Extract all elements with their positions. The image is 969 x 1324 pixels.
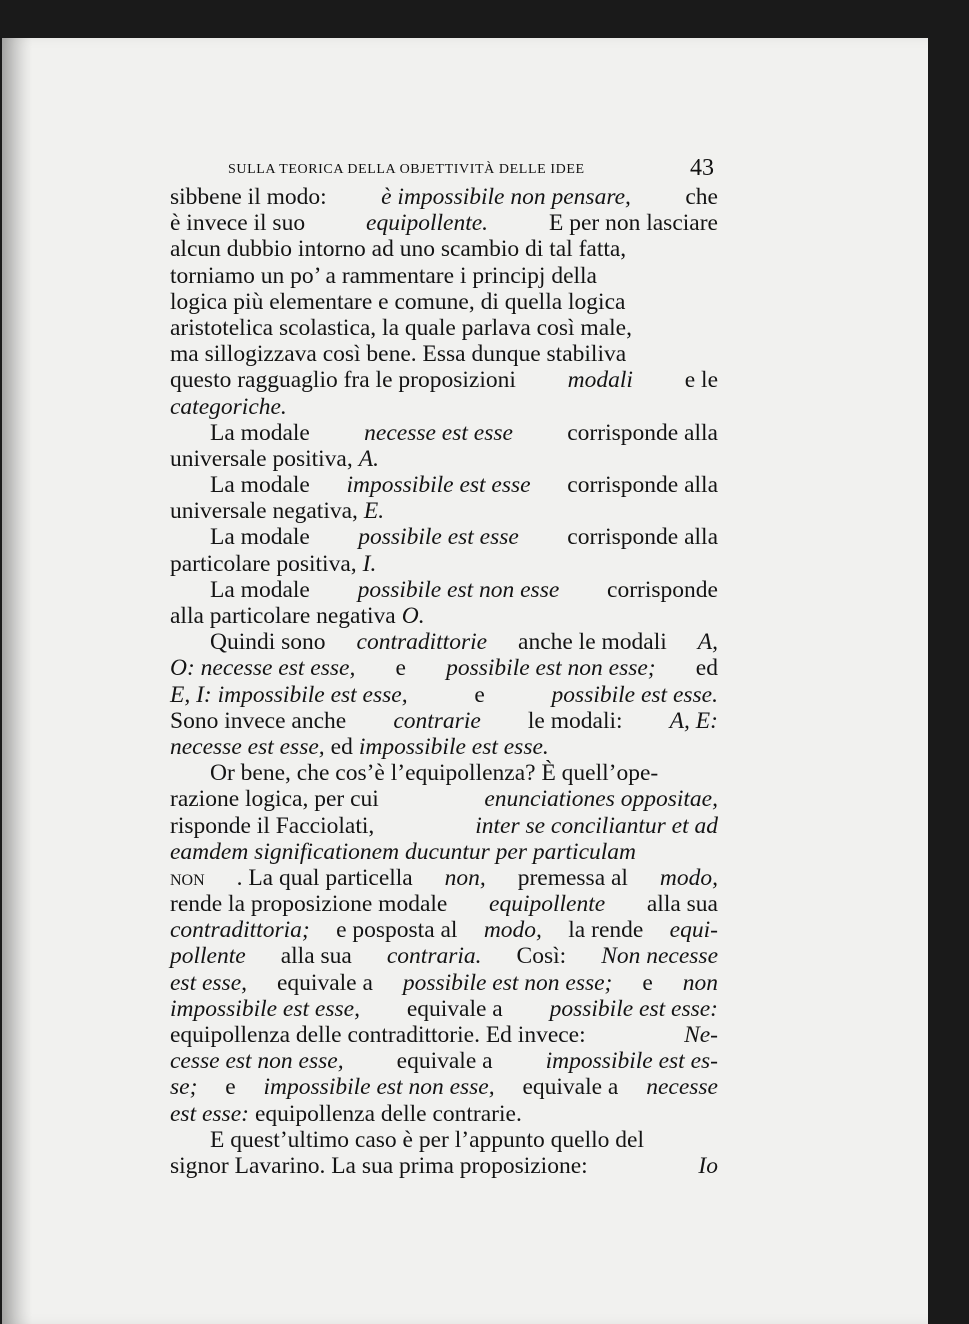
text-line xyxy=(170,970,718,996)
text-segment: equipollenza delle contradittorie. Ed invece: xyxy=(170,1022,586,1048)
text-line xyxy=(170,708,718,734)
text-segment: corrisponde xyxy=(607,576,718,603)
text-segment: E quest’ultimo caso è per l’appunto quello del xyxy=(210,1126,644,1153)
text-segment: sibbene il modo: xyxy=(170,184,327,210)
text-segment: Quindi sono xyxy=(210,629,326,656)
book-page xyxy=(2,38,928,1324)
italic-text: est esse: xyxy=(170,1100,249,1127)
text-line xyxy=(170,865,718,891)
text-line xyxy=(170,839,718,865)
italic-text: contrarie xyxy=(393,707,481,734)
text-line xyxy=(170,734,718,760)
text-segment: risponde il Facciolati, xyxy=(170,812,375,839)
text-segment: aristotelica scolastica, la quale parlava così male, xyxy=(170,314,632,341)
text-segment: La modale xyxy=(210,472,310,499)
text-segment: e le xyxy=(684,367,718,394)
italic-text: categoriche. xyxy=(170,393,287,420)
text-segment: che xyxy=(685,184,718,210)
text-segment: torniamo un po’ a rammentare i principj della xyxy=(170,262,597,289)
page-header xyxy=(228,155,714,185)
text-line xyxy=(170,498,718,524)
text-segment: ed xyxy=(330,733,353,760)
text-segment: equipollenza delle contrarie. xyxy=(254,1100,522,1127)
text-line xyxy=(170,996,718,1022)
italic-text: A, xyxy=(697,629,718,656)
text-segment: La modale xyxy=(210,419,310,446)
text-line xyxy=(170,629,718,655)
italic-text: possibile est non esse; xyxy=(446,655,656,682)
text-segment: e xyxy=(225,1074,236,1101)
italic-text: possibile est esse xyxy=(358,524,519,551)
italic-text: impossibile est esse, xyxy=(170,995,360,1022)
text-segment: e xyxy=(474,681,485,708)
text-segment: universale negativa, xyxy=(170,498,358,525)
text-segment: corrisponde alla xyxy=(567,472,718,499)
text-line xyxy=(170,1022,718,1048)
text-segment: Or bene, che cos’è l’equipollenza? È quell’ope- xyxy=(210,760,659,787)
text-segment: questo ragguaglio fra le proposizioni xyxy=(170,367,516,394)
text-line xyxy=(170,367,718,393)
italic-text: I. xyxy=(362,550,377,577)
text-segment: è invece il suo xyxy=(170,210,306,237)
text-line xyxy=(170,917,718,943)
text-segment: anche le modali xyxy=(518,629,667,656)
text-line xyxy=(170,1127,718,1153)
italic-text: equipollente xyxy=(489,891,606,918)
italic-text: impossibile est es- xyxy=(545,1048,718,1075)
text-line xyxy=(170,420,718,446)
text-segment: ma sillogizzava così bene. Essa dunque stabiliva xyxy=(170,341,627,368)
text-segment: premessa al xyxy=(517,864,628,891)
text-segment: corrisponde alla xyxy=(567,524,718,551)
text-line xyxy=(170,760,718,786)
italic-text: enunciationes oppositae, xyxy=(484,786,718,813)
text-line xyxy=(170,184,718,210)
italic-text: necesse xyxy=(646,1074,718,1101)
italic-text: necesse est esse xyxy=(364,419,513,446)
italic-text: est esse, xyxy=(170,969,248,996)
text-line xyxy=(170,236,718,262)
text-segment: corrisponde alla xyxy=(567,419,718,446)
italic-text: A. xyxy=(358,445,379,472)
italic-text: E, I: impossibile est esse, xyxy=(170,681,408,708)
text-line xyxy=(170,210,718,236)
text-line xyxy=(170,786,718,812)
italic-text: possibile est non esse xyxy=(357,576,560,603)
text-segment: E per non lasciare xyxy=(548,210,718,237)
text-segment: La modale xyxy=(210,524,310,551)
text-line xyxy=(170,577,718,603)
body-text xyxy=(170,184,718,1179)
text-segment: signor Lavarino. La sua prima proposizione: xyxy=(170,1152,588,1179)
text-line xyxy=(170,1048,718,1074)
text-line xyxy=(170,315,718,341)
text-line xyxy=(170,289,718,315)
text-line xyxy=(170,603,718,629)
italic-text: se; xyxy=(170,1074,198,1101)
italic-text: necesse est esse, xyxy=(170,733,325,760)
text-line xyxy=(170,891,718,917)
text-line xyxy=(170,341,718,367)
text-line xyxy=(170,524,718,550)
italic-text: possibile est esse. xyxy=(551,681,718,708)
running-head: SULLA TEORICA DELLA OBJETTIVITÀ DELLE IDEE xyxy=(228,162,585,177)
italic-text: non xyxy=(682,969,718,996)
text-segment: Così: xyxy=(516,943,567,970)
text-line xyxy=(170,682,718,708)
italic-text: impossibile est esse. xyxy=(358,733,549,760)
text-segment: le modali: xyxy=(527,707,623,734)
italic-text: A, E: xyxy=(669,707,718,734)
text-segment: ed xyxy=(695,655,718,682)
text-segment: equivale a xyxy=(276,969,373,996)
italic-text: possibile est non esse; xyxy=(402,969,613,996)
text-line xyxy=(170,1153,718,1179)
italic-text: impossibile est non esse, xyxy=(263,1074,495,1101)
italic-text: inter se conciliantur et ad xyxy=(475,812,718,839)
text-segment: equivale a xyxy=(522,1074,619,1101)
text-line xyxy=(170,263,718,289)
italic-text: O: necesse est esse, xyxy=(170,655,356,682)
italic-text: modo, xyxy=(483,917,542,944)
text-segment: rende la proposizione modale xyxy=(170,891,448,918)
text-line xyxy=(170,1101,718,1127)
text-segment: alla particolare negativa xyxy=(170,603,396,629)
italic-text: equi- xyxy=(669,917,718,944)
text-segment: la rende xyxy=(568,917,644,944)
text-line xyxy=(170,551,718,577)
italic-text: pollente xyxy=(170,943,246,970)
text-segment: particolare positiva, xyxy=(170,550,357,577)
italic-text: modo, xyxy=(659,864,718,891)
text-line xyxy=(170,472,718,498)
text-segment: logica più elementare e comune, di quella logica xyxy=(170,288,626,315)
text-segment: alcun dubbio intorno ad uno scambio di tal fatta, xyxy=(170,236,627,263)
italic-text: è impossibile non pensare, xyxy=(381,184,631,210)
italic-text: Non necesse xyxy=(601,943,718,970)
italic-text: possibile est esse: xyxy=(549,995,718,1022)
italic-text: Io xyxy=(698,1152,718,1179)
text-segment: universale positiva, xyxy=(170,445,353,472)
text-segment: e xyxy=(642,969,653,996)
text-line xyxy=(170,1074,718,1100)
text-line xyxy=(170,655,718,681)
text-segment: razione logica, per cui xyxy=(170,786,379,813)
text-segment: alla sua xyxy=(646,891,718,918)
italic-text: eamdem significationem ducuntur per particulam xyxy=(170,838,637,865)
text-segment: e xyxy=(395,655,406,682)
text-line xyxy=(170,394,718,420)
text-line xyxy=(170,943,718,969)
italic-text: Ne- xyxy=(684,1022,718,1048)
italic-text: E. xyxy=(363,498,385,525)
text-segment: non xyxy=(170,864,205,891)
italic-text: cesse est non esse, xyxy=(170,1048,344,1075)
italic-text: modali xyxy=(567,367,633,394)
text-line xyxy=(170,813,718,839)
text-segment: La modale xyxy=(210,576,310,603)
text-segment: Sono invece anche xyxy=(170,707,347,734)
italic-text: O. xyxy=(401,603,425,629)
text-segment: . La qual particella xyxy=(236,864,413,891)
page-number: 43 xyxy=(690,155,714,181)
italic-text: contradittoria; xyxy=(170,917,310,944)
text-segment: e posposta al xyxy=(336,917,458,944)
italic-text: equipollente. xyxy=(366,210,489,237)
text-segment: equivale a xyxy=(406,995,503,1022)
italic-text: impossibile est esse xyxy=(346,472,531,499)
text-segment: alla sua xyxy=(280,943,352,970)
italic-text: non, xyxy=(444,864,486,891)
text-segment: equivale a xyxy=(396,1048,493,1075)
text-line xyxy=(170,446,718,472)
italic-text: contraria. xyxy=(386,943,482,970)
italic-text: contradittorie xyxy=(356,629,488,656)
